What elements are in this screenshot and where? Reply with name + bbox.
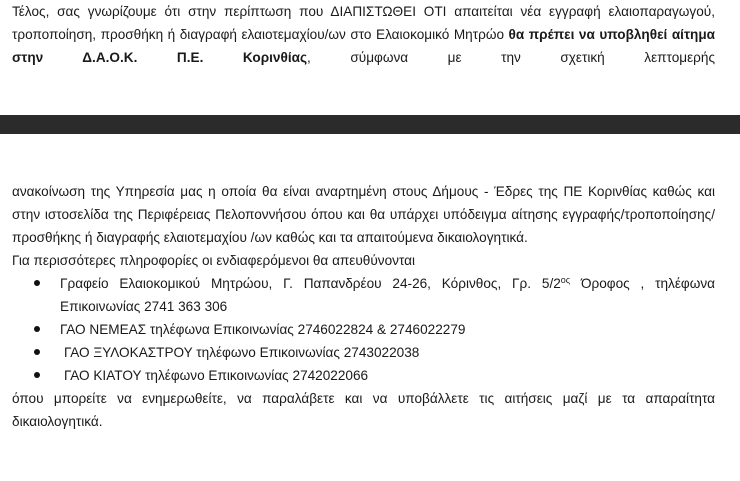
contact-item-text-a: Γραφείο Ελαιοκομικού Μητρώου, Γ. Παπανδρέου 24-26, Κόρινθος, Γρ. 5/2 — [60, 276, 561, 291]
info-line: Για περισσότερες πληροφορίες οι ενδιαφερόμενοι θα απευθύνονται — [12, 253, 415, 268]
page-break-band — [0, 115, 740, 134]
list-item — [12, 364, 715, 387]
list-item — [12, 318, 715, 341]
document-bottom-section — [12, 180, 715, 433]
bullet-icon — [34, 326, 40, 332]
bullet-icon — [34, 349, 40, 355]
intro-paragraph — [12, 0, 715, 69]
contact-item-text: ΓΑΟ ΝΕΜΕΑΣ τηλέφωνα Επικοινωνίας 2746022824 & 2746022279 — [60, 322, 466, 337]
contact-item-text: ΓΑΟ ΞΥΛΟΚΑΣΤΡΟΥ τηλέφωνο Επικοινωνίας 2743022038 — [64, 345, 420, 360]
contact-item-text-b: Όροφος , τηλέφωνα Επικοινωνίας 2741 363 306 — [60, 276, 715, 314]
announcement-paragraph: ανακοίνωση της Υπηρεσία μας η οποία θα είναι αναρτημένη στους Δήμους - Έδρες της ΠΕ Κορινθίας καθώς και στην ιστοσελίδα της Περιφέρειας Πελοποννήσου όπου και θα υπάρχει υπόδειγμα αίτησης εγγραφής/τροποποίησης/προσθήκης ή διαγραφής ελαιοτεμαχίου /ων καθώς και τα απαιτούμενα δικαιολογητικά. — [12, 184, 715, 245]
intro-text-end: , σύμφωνα με την σχετική λεπτομερής — [307, 50, 715, 65]
bullet-icon — [34, 372, 40, 378]
contact-item-text: ΓΑΟ ΚΙΑΤΟΥ τηλέφωνο Επικοινωνίας 2742022066 — [64, 368, 369, 383]
closing-paragraph: όπου μπορείτε να ενημερωθείτε, να παραλάβετε και να υποβάλλετε τις αιτήσεις μαζί με τα απαραίτητα δικαιολογητικά. — [12, 391, 715, 429]
list-item — [12, 341, 715, 364]
contact-item-text — [12, 272, 715, 318]
bullet-icon — [34, 280, 40, 286]
intro-bold-requirement: θα πρέπει να υποβληθεί αίτημα στην Δ.Α.Ο.Κ. Π.Ε. Κορινθίας — [12, 27, 716, 65]
document-top-section — [12, 0, 715, 69]
floor-superscript: ος — [560, 275, 571, 285]
intro-text-start: Τέλος, σας γνωρίζουμε ότι στην περίπτωση που ΔΙΑΠΙΣΤΩΘΕΙ ΟΤΙ απαιτείται νέα εγγραφή ελαιοπαραγωγού, τροποποίηση, προσθήκη ή διαγραφή ελαιοτεμαχίου/ων στο Ελαιοκομικό Μητρώο — [12, 4, 715, 42]
contact-list — [12, 272, 715, 387]
list-item — [12, 272, 715, 318]
